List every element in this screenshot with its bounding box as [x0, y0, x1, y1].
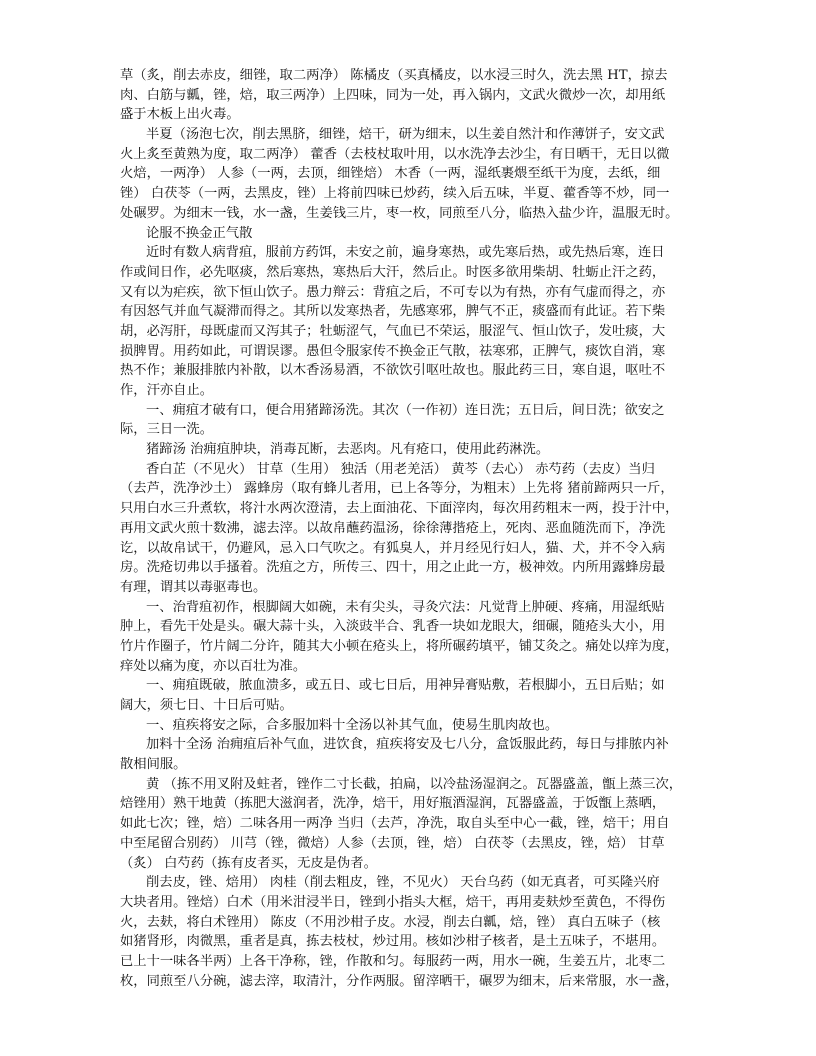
- text-line: 际，三日一洗。: [120, 422, 214, 438]
- text-line: 又有以为疟疾，欲下恒山饮子。愚力辩云：背疽之后，不可专以为有热，亦有气虚而得之，亦: [120, 284, 666, 300]
- text-line: 半夏（汤泡七次，削去黑脐，细锉，焙干，研为细末，以生姜自然汁和作薄饼子，安文武: [146, 127, 665, 143]
- text-line: 黄 （拣不用叉附及蛀者，锉作二寸长截，拍扁，以冷盐汤湿润之。瓦器盛盖，甑上蒸三次，: [146, 776, 683, 792]
- text-line: 焙锉用）熟干地黄（拣肥大滋润者，洗净，焙干，用好瓶酒湿润，瓦器盛盖，于饭甑上蒸晒，: [120, 796, 666, 812]
- text-line: 一、痈疽才破有口，便合用猪蹄汤洗。其次（一作初）连日洗；五日后，间日洗；欲安之: [146, 402, 665, 418]
- text-line: 再用文武火煎十数沸，滤去滓。以故帛蘸药温汤，徐徐薄揩疮上，死肉、恶血随洗而下，净洗: [120, 520, 666, 536]
- text-line: 锉） 白茯苓（一两，去黑皮，锉）上将前四味已炒药，续入后五味，半夏、藿香等不炒，同一: [120, 186, 670, 202]
- text-line: 胡，必泻肝，母既虚而又泻其子；牡蛎涩气，气血已不荣运，服涩气、恒山饮子，发吐痰，大: [120, 323, 666, 339]
- text-line: 火上炙至黄熟为度，取二两净） 藿香（去枝杖取叶用，以水洗净去沙尘，有日晒干，无日以微: [120, 146, 670, 162]
- text-line: 阔大，须七日、十日后可贴。: [120, 698, 293, 713]
- text-line: 盛于木板上出火毒。: [120, 107, 240, 123]
- text-line: 有理，谓其以毒驱毒也。: [120, 579, 267, 595]
- text-line: 只用白水三升煮软，将汁水两次澄清，去上面油花、下面滓肉，每次用药粗末一两，投于汁中，: [120, 501, 679, 517]
- text-line: 房。洗疮切弗以手搔着。洗疽之方，所传三、四十，用之止此一方，极神效。内所用露蜂房最: [120, 560, 666, 576]
- text-line: 削去皮，锉、焙用） 肉桂（削去粗皮，锉，不见火） 天台乌药（如无真者，可买隆兴府: [146, 875, 660, 891]
- document-body: [120, 66, 695, 991]
- text-line: 近时有数人病背疽，服前方药饵，未安之前，遍身寒热，或先寒后热，或先热后寒，连日: [146, 245, 665, 261]
- text-line: （炙） 白芍药（拣有皮者买，无皮是伪者。: [120, 855, 377, 871]
- text-line: 草（炙，削去赤皮，细锉，取二两净） 陈橘皮（买真橘皮，以水浸三时久，洗去黑 HT，掠去: [120, 68, 668, 83]
- text-line: 一、痈疽既破，脓血溃多，或五日、或七日后，用神异膏贴敷，若根脚小，五日后贴；如: [146, 678, 665, 694]
- text-line: （去芦，洗净沙土） 露蜂房（取有蜂儿者用，已上各等分，为粗末）上先将 猪前蹄两只一斤，: [120, 481, 674, 497]
- text-line: 热不作；兼服排脓内补散，以木香汤易酒，不欲饮引呕吐故也。服此药三日，寒自退，呕吐不: [120, 363, 666, 379]
- text-line: 讫，以故帛试干，仍避风，忌入口气吹之。有狐臭人，并月经见行妇人，猫、犬，并不令入病: [120, 540, 666, 556]
- text-line: 论服不换金正气散: [146, 225, 253, 241]
- text-line: 散相间服。: [120, 757, 187, 773]
- text-line: 竹片作圈子，竹片阔二分许，随其大小顿在疮头上，将所碾药填平，铺艾灸之。痛处以痒为度，: [120, 638, 679, 654]
- text-line: 损脾胃。用药如此，可谓误谬。愚但令服家传不换金正气散，祛寒邪，正脾气，痰饮自消，寒: [120, 343, 666, 359]
- text-line: 加料十全汤 治痈疽后补气血，进饮食，疽疾将安及七八分，盒饭服此药，每日与排脓内补: [146, 737, 669, 753]
- text-line: 痒处以痛为度，亦以百壮为准。: [120, 658, 307, 674]
- text-line: 作，汗亦自止。: [120, 383, 214, 398]
- text-line: 一、疽疾将安之际，合多服加料十全汤以补其气血，使易生肌肉故也。: [146, 717, 559, 733]
- text-line: 肉、白筋与瓤，锉，焙，取三两净）上四味，同为一处，再入锅内，文武火微炒一次，却用纸: [120, 87, 666, 103]
- text-line: 枚，同煎至八分碗，滤去滓，取清汁，分作两服。留滓晒干，碾罗为细末，后来常服，水一盏，: [120, 973, 679, 989]
- text-line: 火，去麸，将白术锉用） 陈皮（不用沙柑子皮。水浸，削去白瓤，焙，锉） 真白五味子（核: [120, 914, 661, 930]
- text-line: 猪蹄汤 治痈疽肿块，消毒瓦断，去恶肉。凡有疮口，使用此药淋洗。: [146, 442, 550, 458]
- text-line: 中至尾留合别药） 川芎（锉，微焙）人参（去顶，锉，焙） 白茯苓（去黑皮，锉，焙） 甘草: [120, 835, 665, 851]
- text-line: 一、治背疽初作，根脚阔大如碗，未有尖头，寻灸穴法：凡觉背上肿硬、疼痛，用湿纸贴: [146, 599, 665, 615]
- text-line: 有因怒气并血气凝滞而得之。其所以发寒热者，先感寒邪，脾气不正，痰盛而有此证。若下柴: [120, 304, 666, 320]
- text-line: 大块者用。锉焙）白术（用米泔浸半日，锉到小指头大框，焙干，再用麦麸炒至黄色，不得伤: [120, 894, 666, 910]
- text-line: 香白芷（不见火） 甘草（生用） 独活（用老羌活） 黄芩（去心） 赤芍药（去皮）当归: [146, 461, 655, 477]
- text-line: 作或间日作，必先呕痰，然后寒热，寒热后大汗，然后止。时医多欲用柴胡、牡蛎止汗之药，: [120, 264, 666, 280]
- text-line: 肿上，看先干处是头。碾大蒜十头，入淡豉半合、乳香一块如龙眼大，细碾，随疮头大小，用: [120, 619, 666, 635]
- text-line: 处碾罗。为细末一钱，水一盏，生姜钱三片，枣一枚，同煎至八分，临热入盐少许，温服无时。: [120, 205, 679, 221]
- text-line: 火焙，一两净） 人参（一两，去顶，细锉焙） 木香（一两，湿纸裹煨至纸干为度，去纸，细: [120, 166, 661, 182]
- text-line: 如此七次；锉，焙）二味各用一两净 当归（去芦，净洗，取自头至中心一截，锉，焙干；用自: [120, 816, 670, 832]
- text-line: 如猪肾形，肉微黑，重者是真，拣去枝杖，炒过用。核如沙柑子核者，是土五味子，不堪用。: [120, 934, 666, 950]
- text-line: 已上十一味各半两）上各干净称，锉，作散和匀。每服药一两，用水一碗，生姜五片，北枣二: [120, 953, 666, 969]
